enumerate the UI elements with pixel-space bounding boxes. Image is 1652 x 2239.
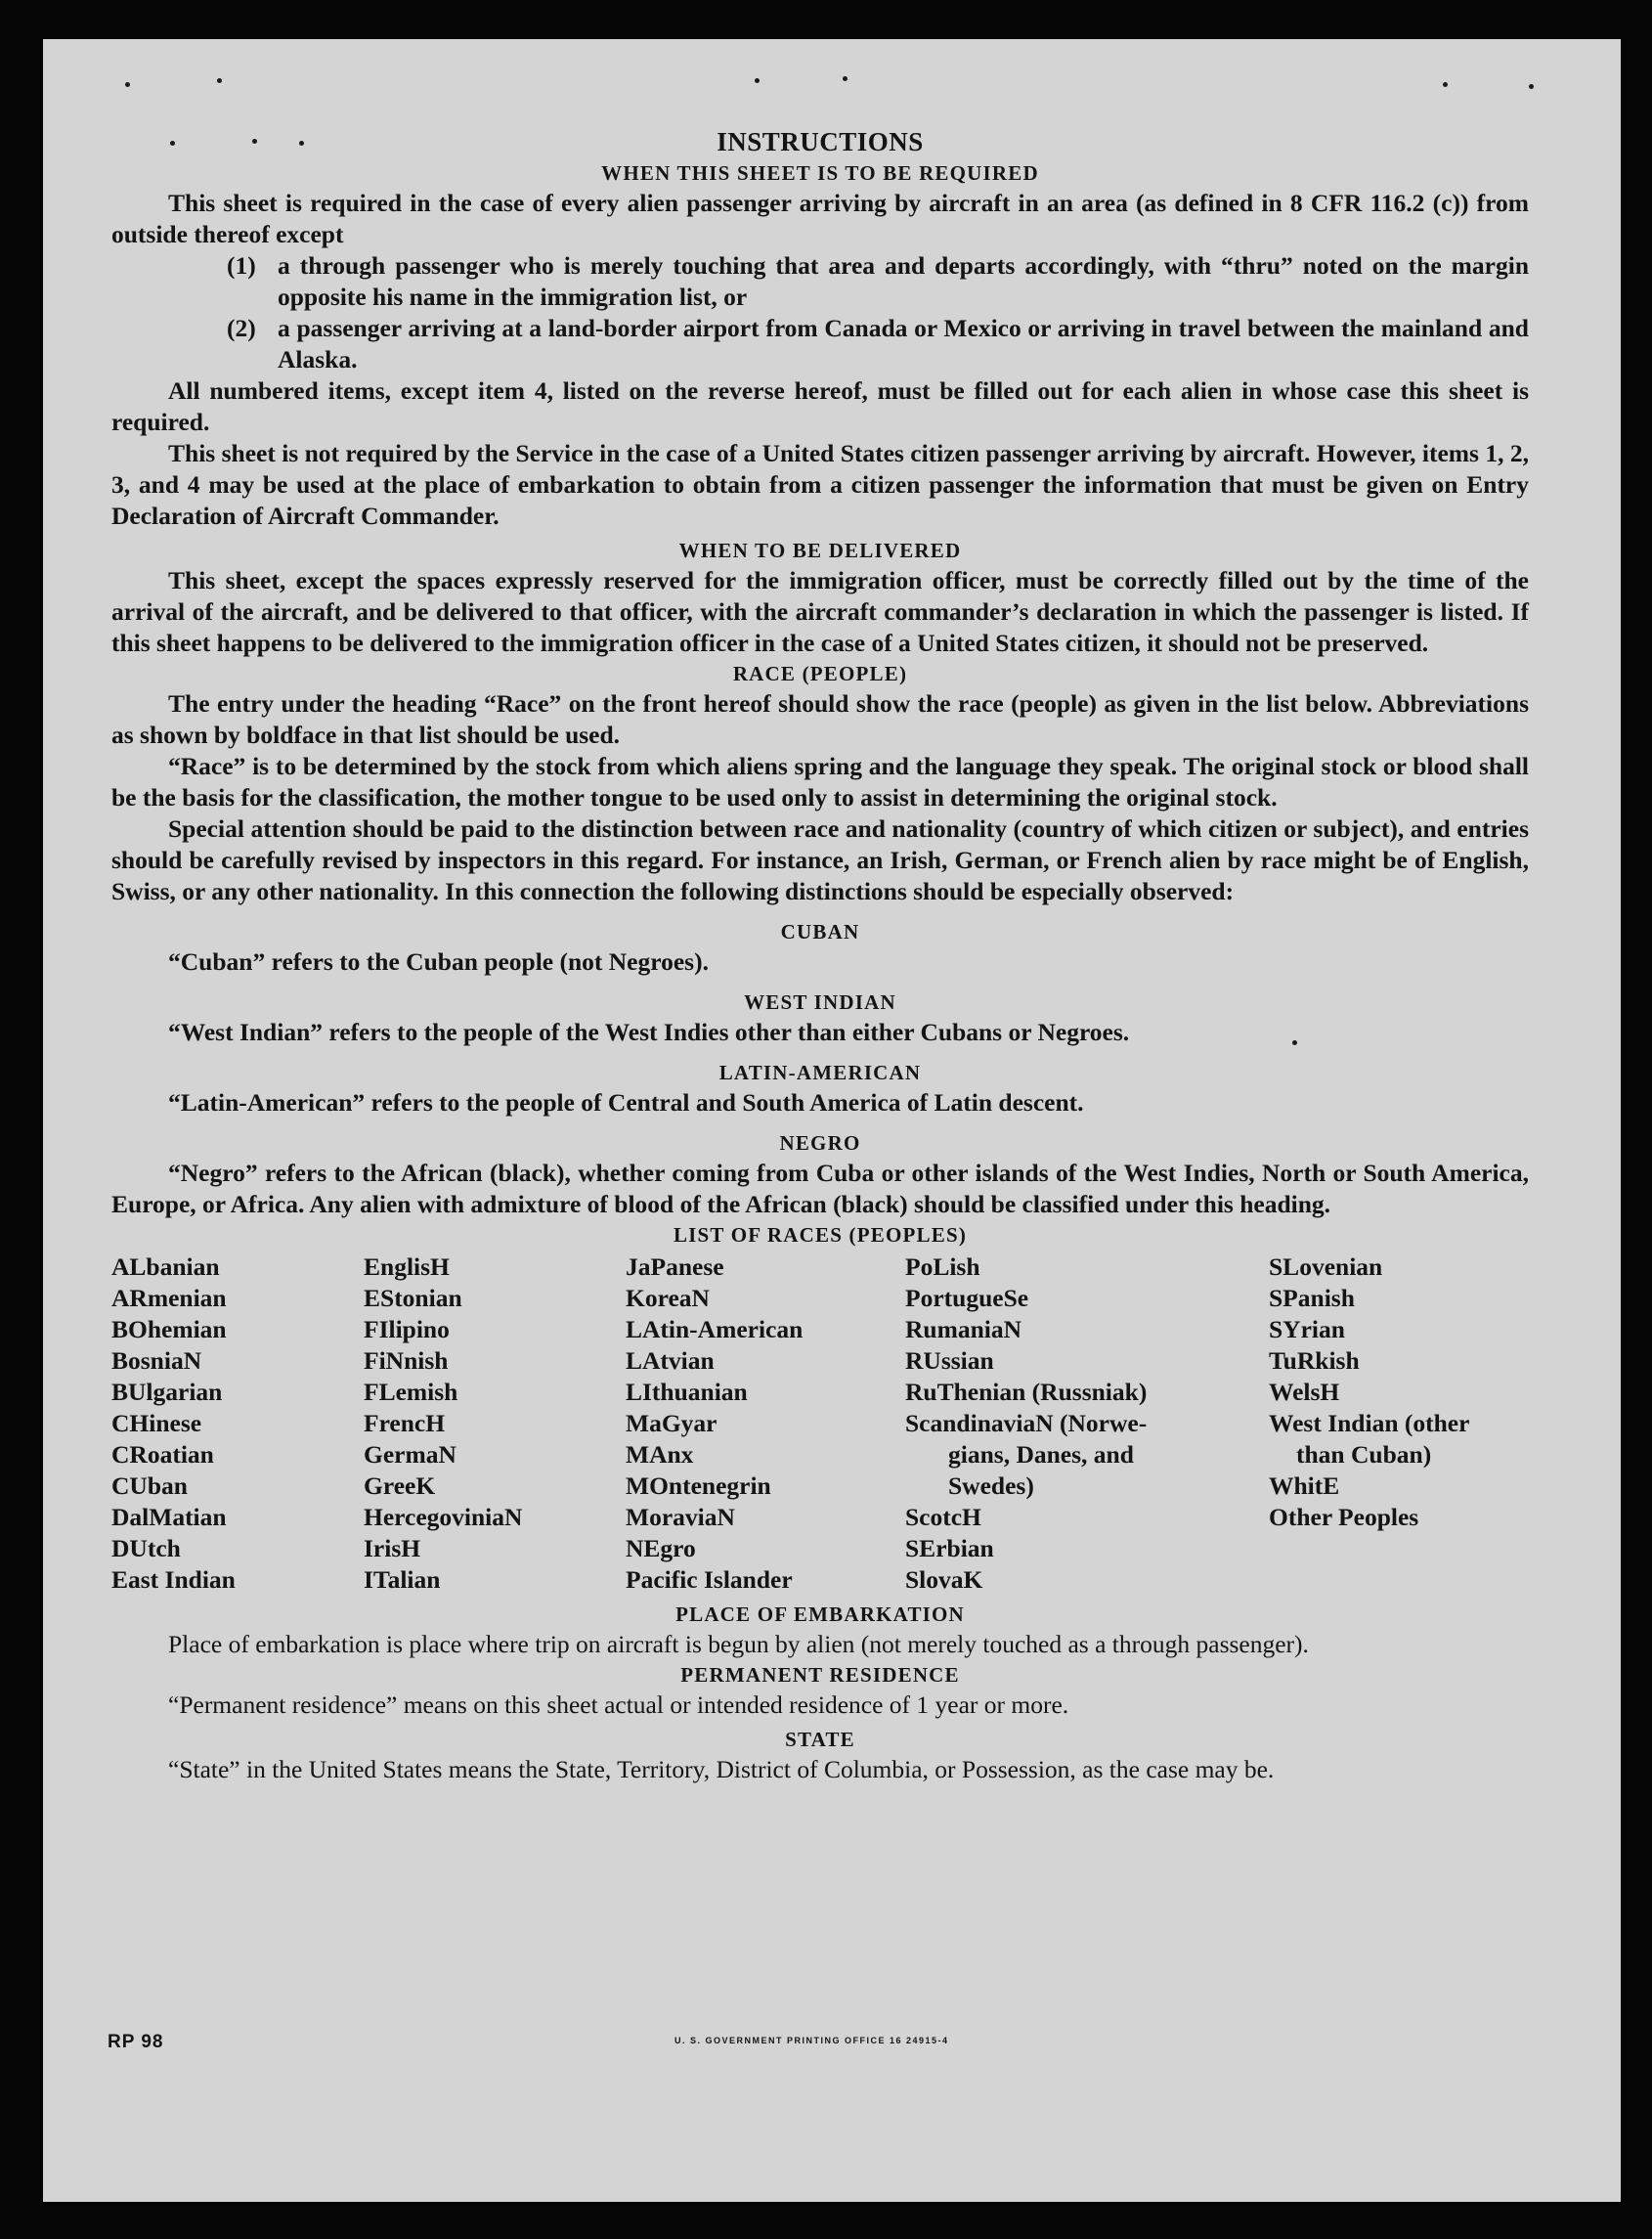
dust-speck [1529, 84, 1534, 89]
residence-heading: PERMANENT RESIDENCE [680, 1663, 960, 1687]
race-entry: PortugueSe [905, 1284, 1029, 1312]
race-entry: SPanish [1269, 1284, 1355, 1312]
race-entry: BOhemian [111, 1315, 227, 1343]
race-entry: LIthuanian [626, 1378, 748, 1406]
race-entry: ITalian [364, 1565, 441, 1594]
exception-text: a passenger arriving at a land-border airport from Canada or Mexico or arriving in travel between the mainland and Alaska. [278, 314, 1529, 373]
dust-speck [125, 82, 130, 87]
list-of-races-heading: LIST OF RACES (PEOPLES) [673, 1223, 968, 1247]
race-entry: EStonian [364, 1284, 462, 1312]
race-entry: CRoatian [111, 1440, 214, 1469]
race-entry: ARmenian [111, 1284, 227, 1312]
race-entry: PoLish [905, 1252, 980, 1281]
citizen-paragraph: This sheet is not required by the Service in the case of a United States citizen passenger arriving by aircraft. However, items 1, 2, 3, and 4 may be used at the place of embarkation to obtain from a citizen passenger the information that must be given on Entry Declaration of Aircraft Commander. [111, 439, 1529, 530]
residence-text: “Permanent residence” means on this sheet actual or intended residence of 1 year or more. [168, 1690, 1069, 1719]
latin-american-text: “Latin-American” refers to the people of Central and South America of Latin descent. [168, 1088, 1084, 1117]
races-column [111, 1251, 364, 1596]
footer [108, 2032, 1564, 2061]
race-entry: RUssian [905, 1346, 994, 1375]
exception-item [111, 250, 1529, 313]
negro-heading: NEGRO [779, 1131, 861, 1155]
race-entry-continued: Swedes) [948, 1471, 1034, 1500]
exception-number: (1) [227, 251, 256, 280]
race-entry: WhitE [1269, 1471, 1340, 1500]
race-entry: BosniaN [111, 1346, 202, 1375]
page-title: INSTRUCTIONS [717, 127, 924, 156]
race-entry: RumaniaN [905, 1315, 1022, 1343]
race-entry: GreeK [364, 1471, 436, 1500]
instructions-content [111, 125, 1529, 1785]
race-entry: FrencH [364, 1409, 446, 1437]
embarkation-text: Place of embarkation is place where trip on aircraft is begun by alien (not merely touched as a through passenger). [168, 1630, 1309, 1658]
exception-text: a through passenger who is merely touching that area and departs accordingly, with “thru” noted on the margin opposite his name in the immigration list, or [278, 251, 1529, 311]
exception-number: (2) [227, 314, 256, 342]
race-heading: RACE (PEOPLE) [732, 662, 908, 685]
race-entry: BUlgarian [111, 1378, 223, 1406]
race-entry: FIlipino [364, 1315, 450, 1343]
race-entry: CHinese [111, 1409, 202, 1437]
race-entry: MOntenegrin [626, 1471, 771, 1500]
race-entry: LAtvian [626, 1346, 715, 1375]
dust-speck [755, 78, 760, 83]
race-entry: NEgro [626, 1534, 696, 1562]
west-indian-text: “West Indian” refers to the people of the West Indies other than either Cubans or Negroes. [168, 1018, 1130, 1046]
race-entry: FLemish [364, 1378, 458, 1406]
when-required-heading: WHEN THIS SHEET IS TO BE REQUIRED [601, 161, 1039, 185]
race-entry: KoreaN [626, 1284, 710, 1312]
races-list [111, 1251, 1529, 1596]
race-paragraph-3: Special attention should be paid to the distinction between race and nationality (country of which citizen or subject), and entries should be carefully revised by inspectors in this regard. For instance, an Irish, German, or French alien by race might be of English, Swiss, or any other nationality. In this connection the following distinctions should be especially observed: [111, 814, 1529, 905]
race-entry: IrisH [364, 1534, 421, 1562]
race-entry: SYrian [1269, 1315, 1345, 1343]
race-entry: WelsH [1269, 1378, 1340, 1406]
cuban-heading: CUBAN [780, 920, 860, 944]
race-entry-continued: than Cuban) [1296, 1440, 1432, 1469]
race-entry: DUtch [111, 1534, 181, 1562]
race-paragraph-1: The entry under the heading “Race” on the front hereof should show the race (people) as given in the list below. Abbreviations as shown by boldface in that list should be used. [111, 689, 1529, 749]
race-entry-continued: gians, Danes, and [948, 1440, 1134, 1469]
race-paragraph-2: “Race” is to be determined by the stock from which aliens spring and the language they speak. The original stock or blood shall be the basis for the classification, the mother tongue to be used only to assist in determining the original stock. [111, 752, 1529, 812]
numbered-items-paragraph: All numbered items, except item 4, listed on the reverse hereof, must be filled out for each alien in whose case this sheet is required. [111, 376, 1529, 436]
exception-item [111, 313, 1529, 375]
race-entry: SErbian [905, 1534, 994, 1562]
race-entry: CUban [111, 1471, 188, 1500]
race-entry: Pacific Islander [626, 1565, 793, 1594]
race-entry: TuRkish [1269, 1346, 1360, 1375]
west-indian-heading: WEST INDIAN [744, 990, 896, 1014]
embarkation-heading: PLACE OF EMBARKATION [675, 1602, 965, 1626]
race-entry: LAtin-American [626, 1315, 804, 1343]
printer-imprint: U. S. GOVERNMENT PRINTING OFFICE 16 24915-4 [674, 2036, 949, 2045]
races-column [905, 1251, 1269, 1596]
dust-speck [843, 76, 848, 81]
dust-speck [1443, 82, 1448, 87]
latin-american-heading: LATIN-AMERICAN [718, 1061, 922, 1084]
race-entry: DalMatian [111, 1503, 227, 1531]
race-entry: JaPanese [626, 1252, 724, 1281]
race-entry: East Indian [111, 1565, 236, 1594]
race-entry: RuThenian (Russniak) [905, 1378, 1148, 1406]
race-entry: FiNnish [364, 1346, 449, 1375]
race-entry: MoraviaN [626, 1503, 735, 1531]
form-number: RP 98 [108, 2032, 164, 2052]
race-entry: EnglisH [364, 1252, 450, 1281]
race-entry: SLovenian [1269, 1252, 1383, 1281]
race-entry: SlovaK [905, 1565, 983, 1594]
race-entry: MAnx [626, 1440, 694, 1469]
race-entry: GermaN [364, 1440, 456, 1469]
race-entry: MaGyar [626, 1409, 717, 1437]
when-delivered-heading: WHEN TO BE DELIVERED [678, 539, 962, 562]
race-entry: ALbanian [111, 1252, 220, 1281]
when-required-intro: This sheet is required in the case of every alien passenger arriving by aircraft in an area (as defined in 8 CFR 116.2 (c)) from outside thereof except [111, 189, 1529, 248]
negro-text: “Negro” refers to the African (black), whether coming from Cuba or other islands of the West Indies, North or South America, Europe, or Africa. Any alien with admixture of blood of the African (black) should be classified under this heading. [111, 1159, 1529, 1218]
race-entry: ScotcH [905, 1503, 981, 1531]
races-column [364, 1251, 626, 1596]
dust-speck [217, 78, 222, 83]
race-entry: HercegoviniaN [364, 1503, 523, 1531]
race-entry: Other Peoples [1269, 1503, 1419, 1531]
races-column [1269, 1251, 1529, 1596]
state-heading: STATE [785, 1728, 855, 1751]
document-sheet [43, 39, 1621, 2202]
race-entry: West Indian (other [1269, 1409, 1470, 1437]
state-text: “State” in the United States means the State, Territory, District of Columbia, or Possession, as the case may be. [168, 1755, 1275, 1783]
cuban-text: “Cuban” refers to the Cuban people (not Negroes). [168, 947, 709, 976]
races-column [626, 1251, 905, 1596]
race-entry: ScandinaviaN (Norwe- [905, 1409, 1148, 1437]
when-delivered-text: This sheet, except the spaces expressly reserved for the immigration officer, must be correctly filled out by the time of the arrival of the aircraft, and be delivered to that officer, with the aircraft commander’s declaration in which the passenger is listed. If this sheet happens to be delivered to the immigration officer in the case of a United States citizen, it should not be preserved. [111, 566, 1529, 657]
